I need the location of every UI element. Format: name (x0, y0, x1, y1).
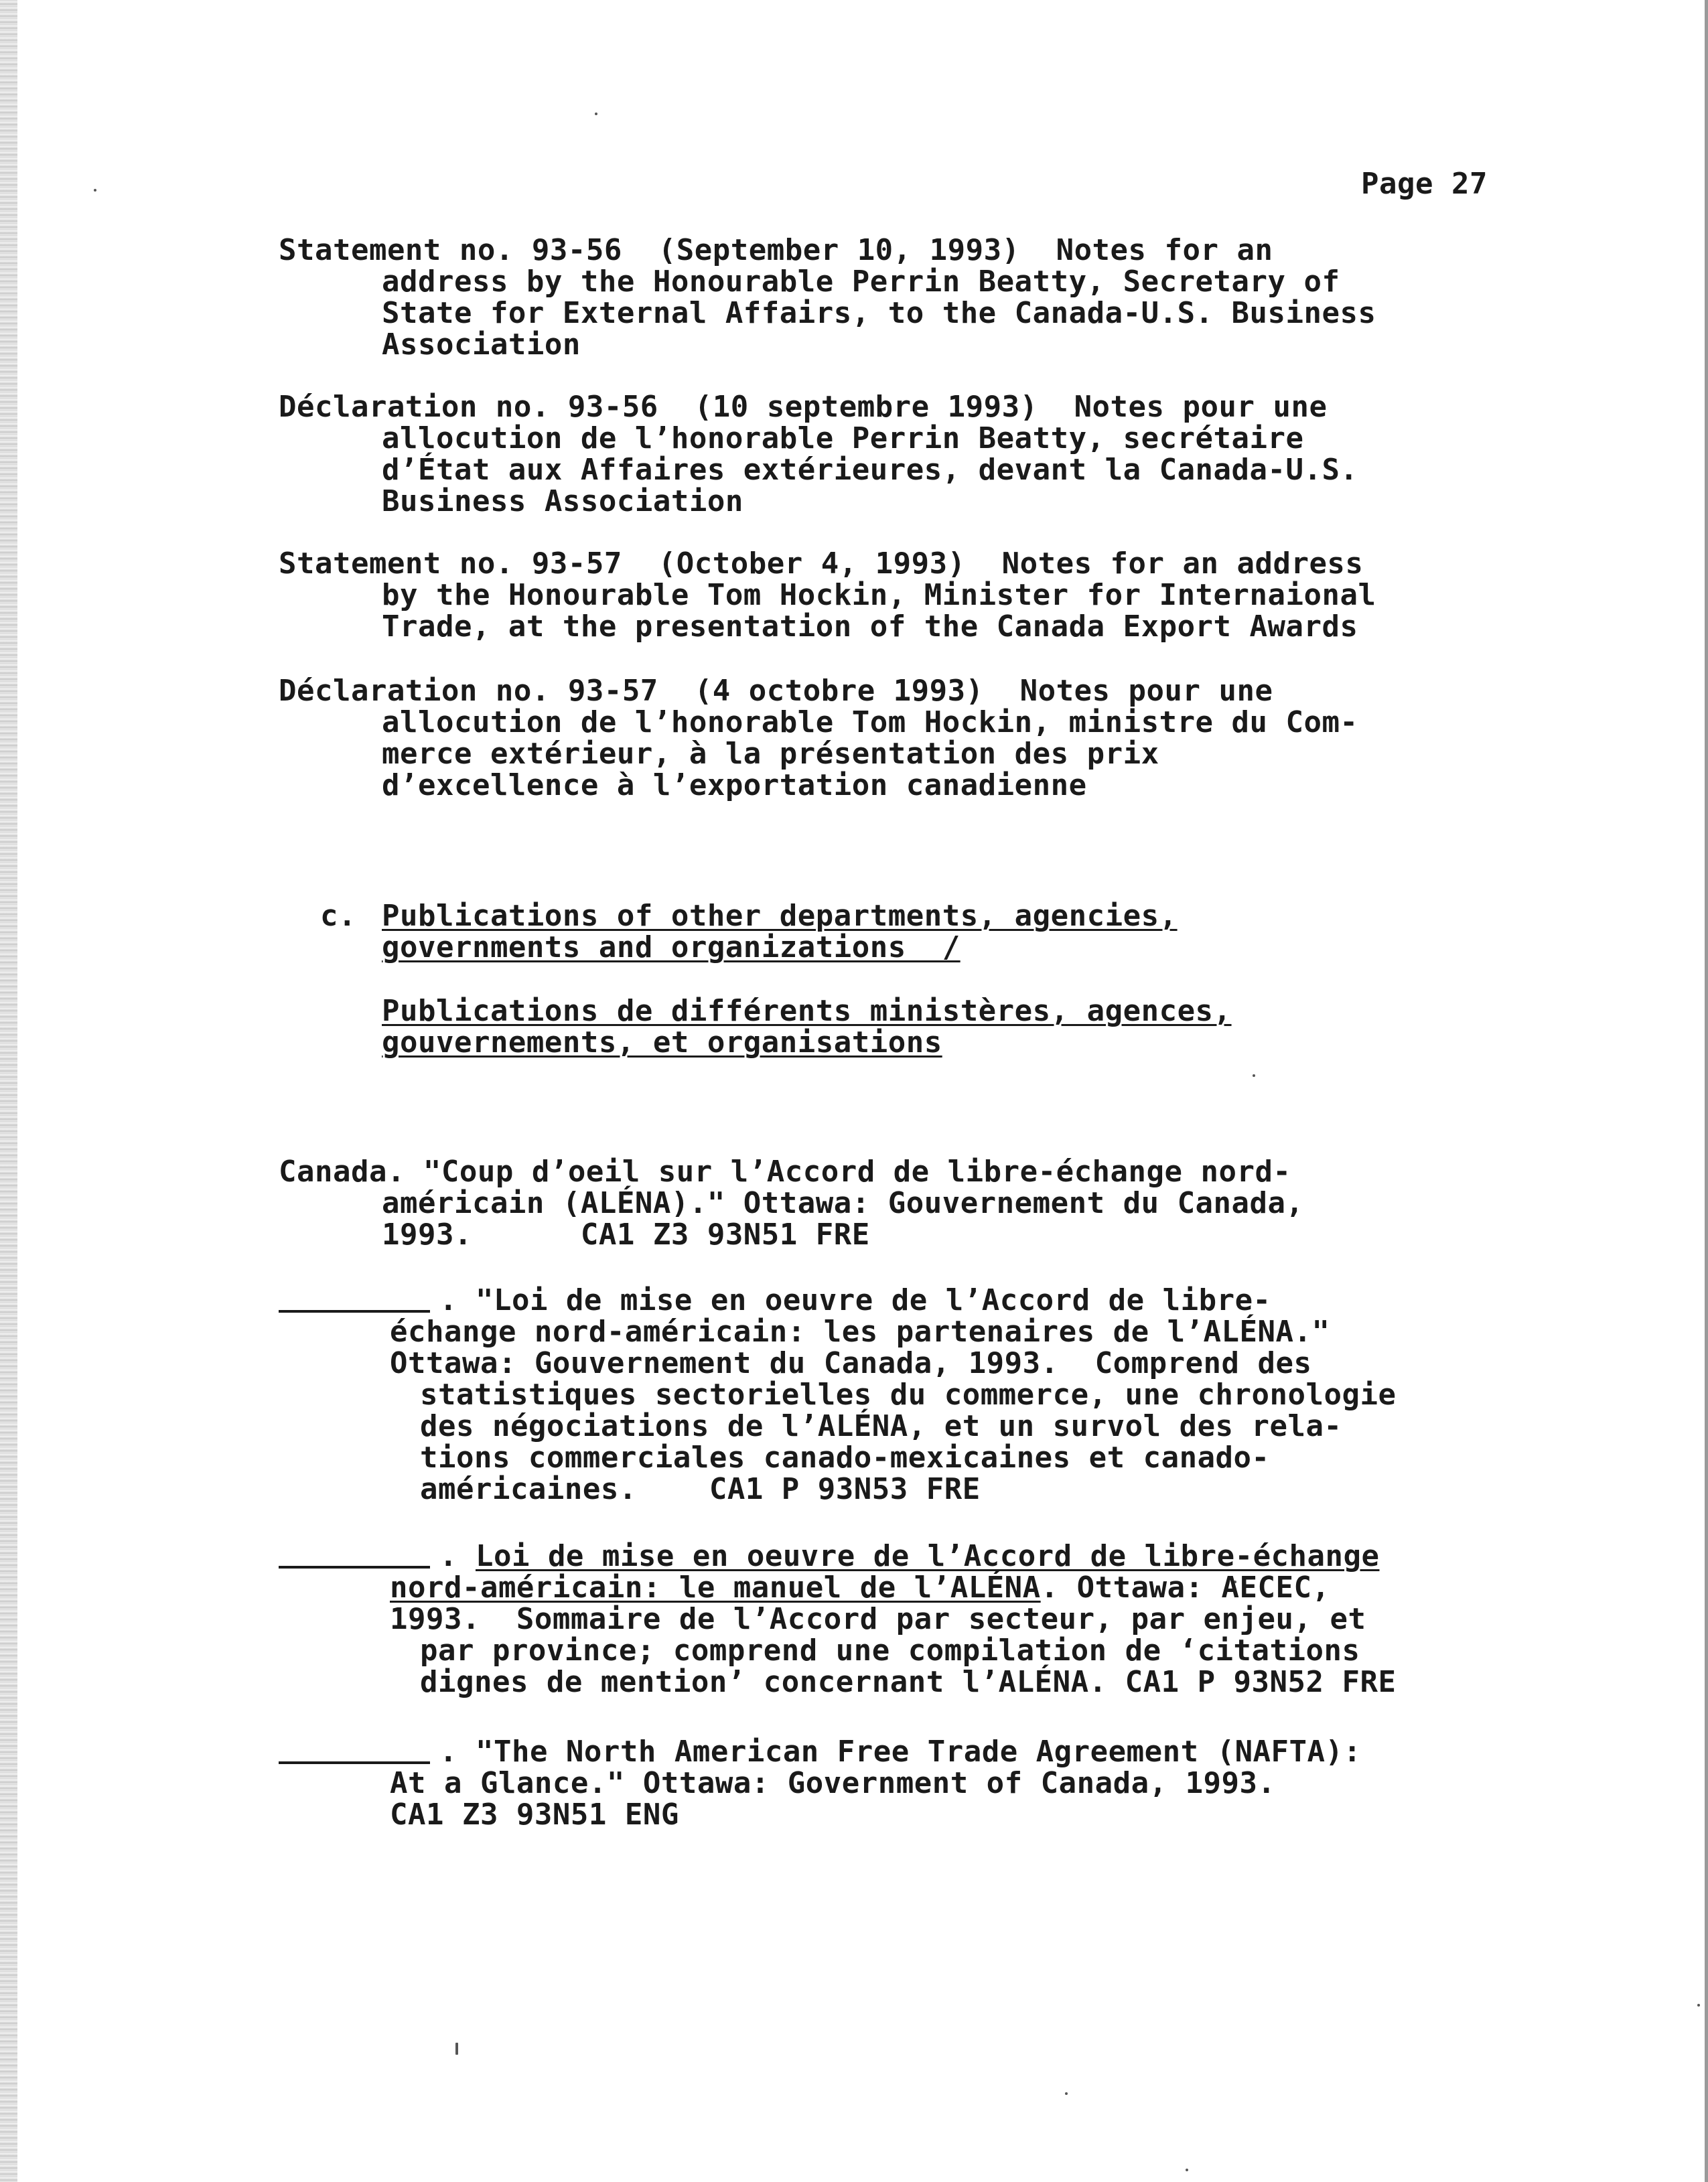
entry-line: statistiques sectorielles du commerce, une chronologie (402, 1378, 1397, 1412)
scan-edge (0, 0, 17, 2182)
entry-line: d’excellence à l’exportation canadienne (382, 768, 1087, 802)
page-number: Page 27 (1361, 167, 1488, 201)
entry-line: américain (ALÉNA)." Ottawa: Gouvernement du Canada, (382, 1186, 1304, 1220)
entry-line: d’État aux Affaires extérieures, devant la Canada-U.S. (382, 453, 1358, 487)
entry-line: allocution de l’honorable Tom Hockin, ministre du Com- (382, 705, 1358, 739)
heading-line: governments and organizations / (382, 930, 960, 964)
entry-line: 1993. CA1 Z3 93N51 FRE (382, 1218, 870, 1252)
entry-line: . "Loi de mise en oeuvre de l’Accord de libre- (439, 1283, 1271, 1317)
publication-entry (279, 1540, 1524, 1698)
entry-line: Statement no. 93-56 (September 10, 1993) Notes for an (279, 233, 1273, 267)
section-heading-en (320, 900, 1178, 963)
heading-line: Publications of other departments, agencies, (382, 899, 1178, 933)
publication-title: Loi de mise en oeuvre de l’Accord de libre-échange (475, 1539, 1380, 1573)
scan-right-edge (1705, 0, 1708, 2182)
entry-line: par province; comprend une compilation de ‘citations (402, 1633, 1360, 1668)
heading-line: Publications de différents ministères, agences, (382, 994, 1232, 1028)
scan-speck (595, 113, 597, 115)
entry-line: dignes de mention’ concernant l’ALÉNA. CA1 P 93N52 FRE (402, 1665, 1397, 1699)
entry-line: des négociations de l’ALÉNA, et un survol des rela- (402, 1409, 1342, 1443)
entry-line: Trade, at the presentation of the Canada Export Awards (382, 609, 1358, 644)
statement-entry (279, 548, 1524, 642)
entry-prefix: . (439, 1539, 476, 1573)
entry-line: . "The North American Free Trade Agreement (NAFTA): (439, 1735, 1362, 1769)
entry-line: Ottawa: Gouvernement du Canada, 1993. Comprend des (390, 1346, 1312, 1380)
section-heading-fr (320, 995, 1232, 1058)
entry-line: américaines. CA1 P 93N53 FRE (402, 1472, 981, 1506)
publication-entry (279, 1285, 1524, 1505)
entry-line: State for External Affairs, to the Canada-U.S. Business (382, 296, 1376, 330)
scan-speck (1186, 2169, 1188, 2171)
entry-line: Business Association (382, 484, 743, 518)
entry-line: At a Glance." Ottawa: Government of Canada, 1993. (390, 1766, 1276, 1800)
declaration-entry (279, 391, 1524, 517)
entry-line: 1993. Sommaire de l’Accord par secteur, par enjeu, et (390, 1602, 1366, 1636)
entry-line: échange nord-américain: les partenaires de l’ALÉNA." (390, 1315, 1330, 1349)
publication-entry (279, 1156, 1524, 1250)
entry-line: Canada. "Coup d’oeil sur l’Accord de libre-échange nord- (279, 1155, 1291, 1189)
ditto-rule (279, 1761, 430, 1764)
entry-line: Déclaration no. 93-57 (4 octobre 1993) Notes pour une (279, 674, 1273, 708)
scan-speck (455, 2043, 458, 2055)
scan-speck (1065, 2092, 1068, 2095)
heading-line: gouvernements, et organisations (382, 1025, 942, 1060)
scan-speck (1253, 1074, 1255, 1077)
entry-line: merce extérieur, à la présentation des prix (382, 737, 1159, 771)
statement-entry (279, 234, 1524, 360)
entry-line: by the Honourable Tom Hockin, Minister for Internaional (382, 578, 1376, 612)
entry-line: address by the Honourable Perrin Beatty, Secretary of (382, 265, 1340, 299)
section-marker: c. (320, 899, 356, 933)
scan-speck (94, 189, 96, 192)
entry-line: Statement no. 93-57 (October 4, 1993) Notes for an address (279, 547, 1364, 581)
ditto-rule (279, 1310, 430, 1313)
entry-line: Déclaration no. 93-56 (10 septembre 1993) Notes pour une (279, 390, 1328, 424)
entry-line: tions commerciales canado-mexicaines et canado- (402, 1441, 1270, 1475)
entry-line: CA1 Z3 93N51 ENG (390, 1798, 679, 1832)
publication-title: nord-américain: le manuel de l’ALÉNA (390, 1571, 1041, 1605)
publication-entry (279, 1736, 1524, 1830)
entry-line: . Ottawa: AECEC, (1040, 1571, 1330, 1605)
ditto-rule (279, 1566, 430, 1569)
entry-line: allocution de l’honorable Perrin Beatty, secrétaire (382, 421, 1304, 455)
entry-line: Association (382, 328, 581, 362)
declaration-entry (279, 675, 1524, 801)
scan-speck (1697, 2004, 1700, 2007)
